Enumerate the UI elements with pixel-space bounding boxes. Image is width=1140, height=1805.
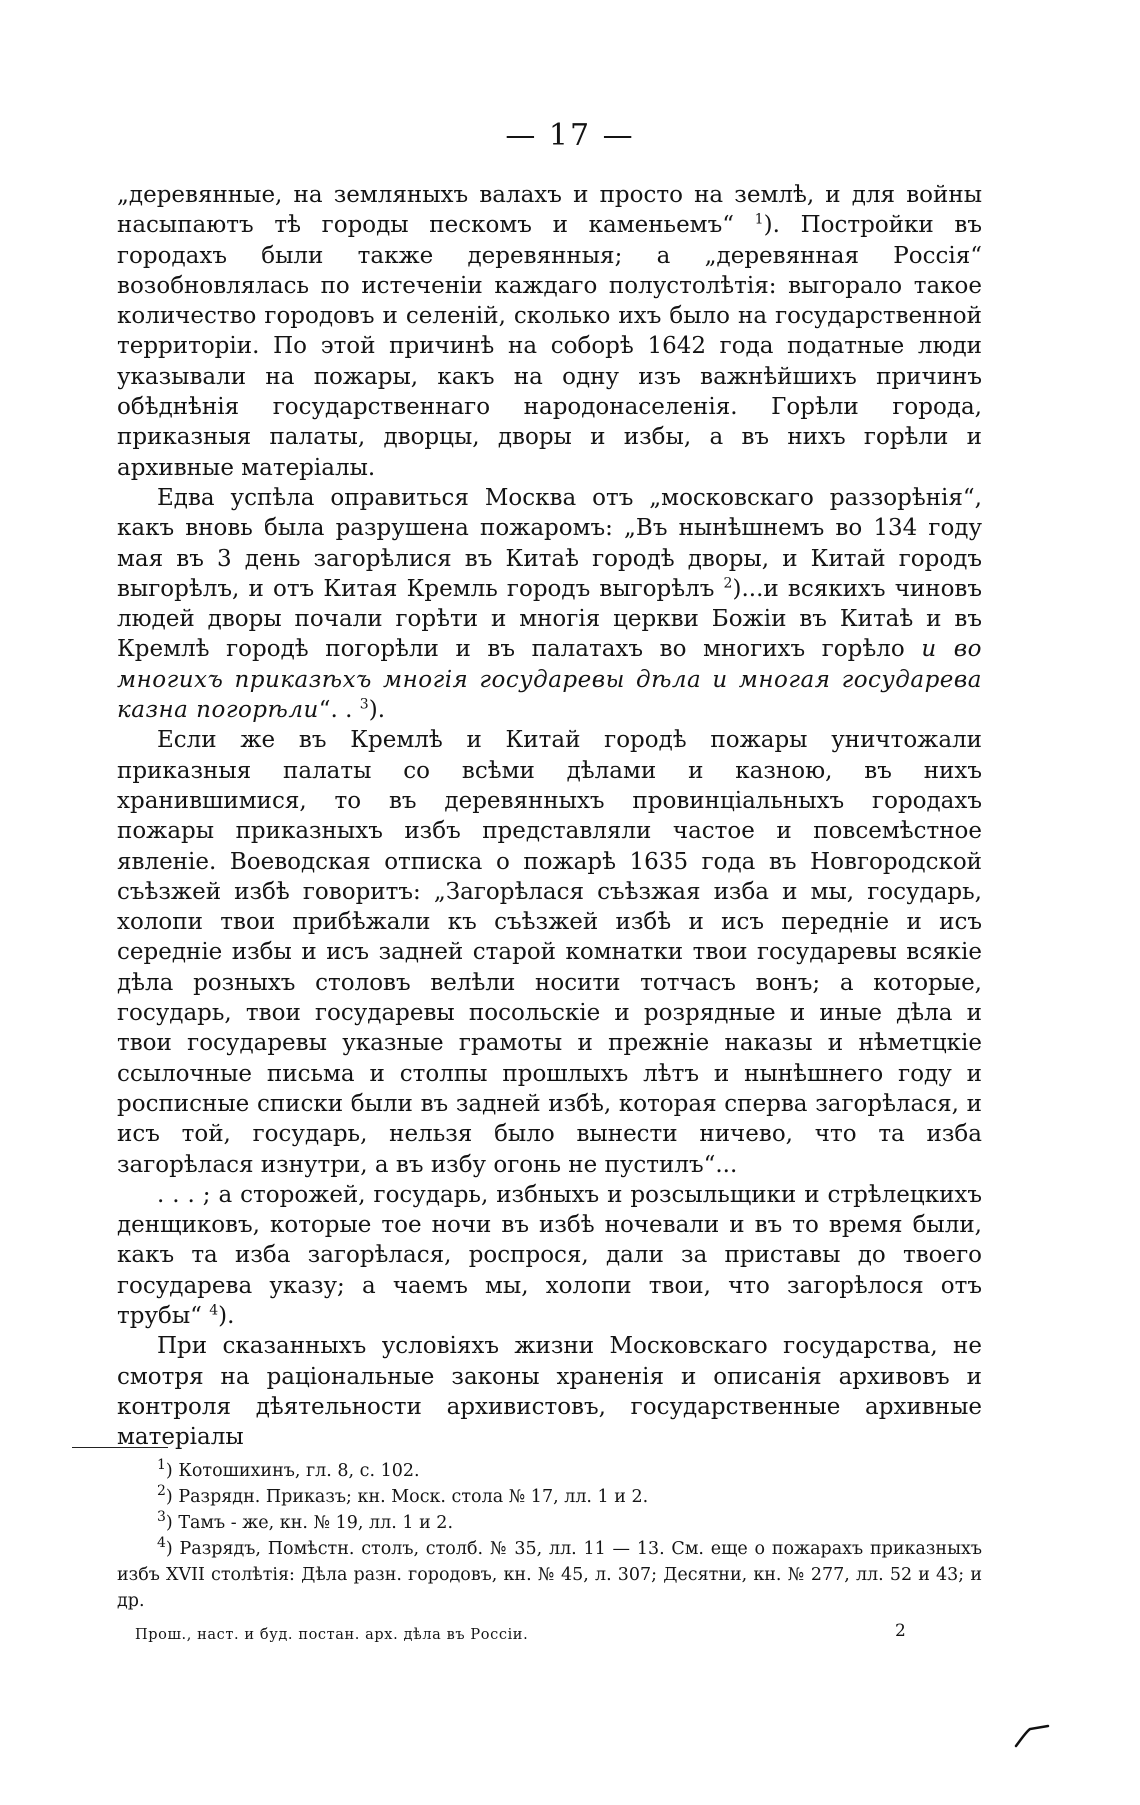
- footnote-ref: 4: [209, 1302, 219, 1319]
- footnote-mark: 3: [157, 1509, 166, 1526]
- footnote-mark: 1: [157, 1457, 166, 1474]
- footnote-text: Разрядъ, Помѣстн. столъ, столб. № 35, лл. 11 — 13. См. еще о пожарахъ приказныхъ избъ XVII столѣтія: Дѣла разн. городовъ, кн. № 45, л. 307; Десятни, кн. № 277, лл. 52 и 43; и др.: [117, 1539, 983, 1611]
- footnote-mark: 4: [157, 1535, 166, 1552]
- footnote-text: Разрядн. Приказъ; кн. Моск. стола № 17, лл. 1 и 2.: [178, 1487, 649, 1507]
- footnote-text: Котошихинъ, гл. 8, с. 102.: [178, 1461, 420, 1481]
- footnote-ref: 1: [754, 211, 764, 228]
- text-run: При сказанныхъ условіяхъ жизни Московскаго государства, не смотря на раціональные законы храненія и описанія архивовъ и контроля дѣятельности архивистовъ, государственные архивные матеріалы: [117, 1333, 982, 1451]
- footnote-mark: 2: [157, 1483, 166, 1500]
- sheet-number: 2: [895, 1621, 906, 1641]
- footnote: $^2$) Разрядн. Приказъ; кн. Моск. стола № 17, лл. 1 и 2.: [157, 1483, 649, 1507]
- text-run: ). Постройки въ городахъ были также деревянныя; а „деревянная Россія“ возобновлялась по истеченіи каждаго полустолѣтія: выгорало такое количество городовъ и селеній, сколько ихъ было на государственной территоріи. По этой причинѣ на соборѣ 1642 года податные люди указывали на пожары, какъ на одну изъ важнѣйшихъ причинъ обѣднѣнія государственнаго народонаселенія. Горѣли города, приказныя палаты, дворцы, дворы и избы, а въ нихъ горѣли и архивные матеріалы.: [117, 212, 982, 481]
- footnote-text: Тамъ - же, кн. № 19, лл. 1 и 2.: [178, 1513, 454, 1533]
- footnote-ref: 2: [723, 575, 733, 592]
- footnote-ref: 3: [359, 696, 369, 713]
- footnote: $^1$) Котошихинъ, гл. 8, с. 102.: [157, 1457, 420, 1481]
- text-run: . . . ; а сторожей, государь, избныхъ и розсыльщики и стрѣлецкихъ денщиковъ, которые тое ночи въ избѣ ночевали и въ то время были, какъ та изба загорѣлася, роспрося, дали за приставы до твоего государева указу; а чаемъ мы, холопи твои, что загорѣлося отъ трубы“: [117, 1181, 982, 1329]
- paragraph: [117, 180, 982, 483]
- footnote-divider: [72, 1447, 168, 1448]
- text-run: Едва успѣла оправиться Москва отъ „московскаго раззорѣнія“, какъ вновь была разрушена пожаромъ: „Въ нынѣшнемъ во 134 году мая въ 3 день загорѣлися въ Китаѣ городѣ дворы, и Китай городъ выгорѣлъ, и отъ Китая Кремль городъ выгорѣлъ: [117, 484, 982, 602]
- text-run: ).: [368, 697, 386, 724]
- italic-quote: и во многихъ приказѣхъ многія государевы дѣла и многая государева казна погорѣли: [117, 636, 982, 724]
- paragraph: [117, 483, 982, 725]
- text-run: „деревянные, на земляныхъ валахъ и просто на землѣ, и для войны насыпаютъ тѣ городы пескомъ и каменьемъ“: [117, 182, 982, 239]
- page-number: — 17 —: [505, 118, 635, 153]
- footnote: $^3$) Тамъ - же, кн. № 19, лл. 1 и 2.: [157, 1509, 454, 1533]
- paragraph: [117, 1180, 982, 1331]
- signature-title: Прош., наст. и буд. постан. арх. дѣла въ Россіи.: [135, 1627, 529, 1643]
- text-run: “. .: [318, 697, 360, 724]
- footnote: $^4$) Разрядъ, Помѣстн. столъ, столб. № 35, лл. 11 — 13. См. еще о пожарахъ приказныхъ избъ XVII столѣтія: Дѣла разн. городовъ, кн. № 45, л. 307; Десятни, кн. № 277, лл. 52 и 43; и др.: [117, 1535, 983, 1611]
- pen-mark-icon: [1012, 1720, 1052, 1750]
- body-text: [117, 180, 982, 1452]
- footnotes: [117, 1458, 982, 1614]
- paragraph: [117, 725, 982, 1179]
- text-run: )...и всякихъ чиновъ людей дворы почали горѣти и многія церкви Божіи въ Китаѣ и въ Кремлѣ городѣ погорѣли и въ палатахъ во многихъ горѣло: [117, 575, 982, 663]
- paragraph: [117, 1331, 982, 1452]
- text-run: Если же въ Кремлѣ и Китай городѣ пожары уничтожали приказныя палаты со всѣми дѣлами и казною, въ нихъ хранившимися, то въ деревянныхъ провинціальныхъ городахъ пожары приказныхъ избъ представляли частое и повсемѣстное явленіе. Воеводская отписка о пожарѣ 1635 года въ Новгородской съѣзжей избѣ говоритъ: „Загорѣлася съѣзжая изба и мы, государь, холопи твои прибѣжали къ съѣзжей избѣ и исъ передніе и исъ середніе избы и исъ задней старой комнатки твои государевы всякіе дѣла розныхъ столовъ велѣли носити тотчасъ вонъ; а которые, государь, твои государевы посольскіе и розрядные и иные дѣла и твои государевы указные грамоты и прежніе наказы и нѣметцкіе ссылочные письма и столпы прошлыхъ лѣтъ и нынѣшнего году и росписные списки были въ задней избѣ, которая сперва загорѣлася, и исъ той, государь, нельзя было вынести ничево, что та изба загорѣлася изнутри, а въ избу огонь не пустилъ“...: [117, 727, 982, 1178]
- text-run: ).: [218, 1302, 235, 1329]
